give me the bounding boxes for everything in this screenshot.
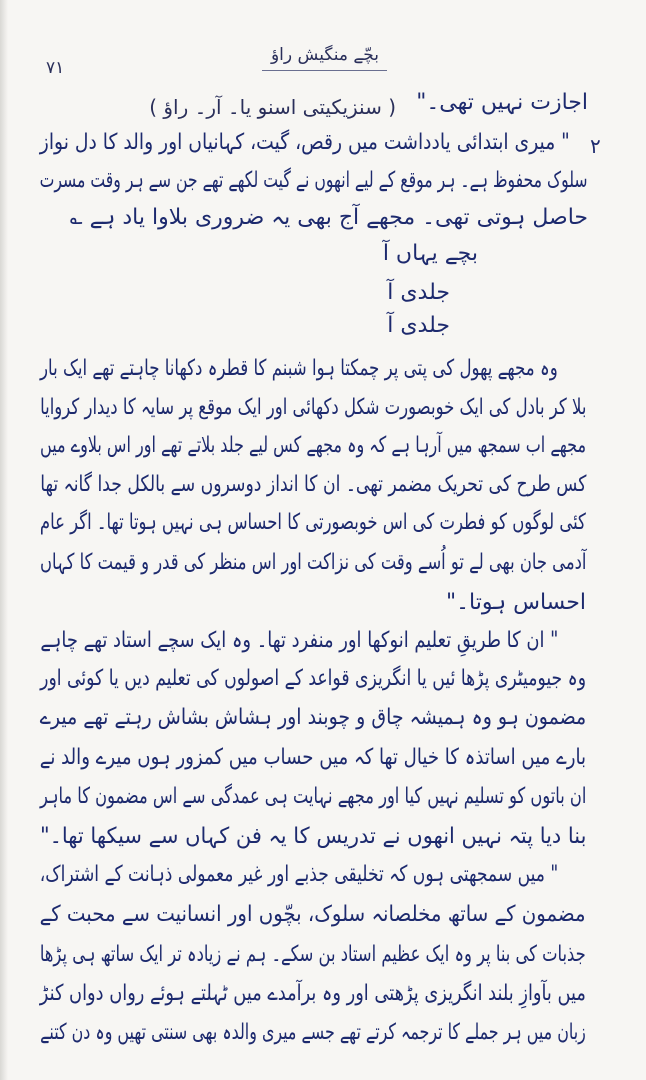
text-line-10: بلا کر بادل کی ایک خوبصورت شکل دکھائی اور ایک موقع پر سایہ کا دیدار کروایا bbox=[39, 395, 586, 420]
text-line-13: کئی لوگوں کو فطرت کی اس خوبصورتی کا احساس ہی نہیں ہوتا تھا۔ اگر عام bbox=[40, 510, 586, 535]
text-line-5: حاصل ہوتی تھی۔ مجھے آج بھی یہ ضروری بلاوا یاد ہے ؎ bbox=[69, 205, 588, 230]
text-line-4: سلوک محفوظ ہے۔ ہر موقع کے لیے انھوں نے گیت لکھے تھے جن سے ہر وقت مسرت bbox=[40, 168, 588, 193]
text-line-26: زبان میں ہر جملے کا ترجمہ کرتے تھے جسے میری والدہ بھی سنتی تھیں وہ دن کتنے bbox=[40, 1020, 586, 1045]
text-line-12: کس طرح کی تحریک مضمر تھی۔ ان کا انداز دوسروں سے بالکل جدا گانہ تھا bbox=[39, 472, 586, 497]
page-binding-shadow bbox=[0, 0, 8, 1080]
text-line-11: مجھے اب سمجھ میں آرہا ہے کہ وہ مجھے کس لیے جلد بلاتے تھے اور اس بلاوے میں bbox=[39, 433, 586, 458]
text-line-24: جذبات کی بنا پر وہ ایک عظیم استاد بن سکے۔ ہم نے زیادہ تر ایک ساتھ ہی پڑھا bbox=[40, 942, 586, 967]
text-line-17: وہ جیومیٹری پڑھا ئیں یا انگریزی قواعد کے اصولوں کی تعلیم دیں یا کوئی اور bbox=[40, 666, 586, 691]
text-line-16: " ان کا طریقِ تعلیم انوکھا اور منفرد تھا۔ وہ ایک سچے استاد تھے چاہے bbox=[39, 628, 558, 653]
text-line-19: بارے میں اساتذہ کا خیال تھا کہ میں حساب میں کمزور ہوں میرے والد نے bbox=[39, 745, 586, 770]
text-line-1: اجازت نہیں تھی۔" bbox=[416, 90, 588, 115]
text-line-22: " میں سمجھتی ہوں کہ تخلیقی جذبے اور غیر معمولی ذہانت کے اشتراک، bbox=[39, 862, 558, 887]
text-line-15: احساس ہوتا۔" bbox=[446, 590, 586, 615]
text-line-20: ان باتوں کو تسلیم نہیں کیا اور مجھے نہایت ہی عمدگی سے اس مضمون کا ماہر bbox=[39, 784, 586, 809]
text-line-9: وہ مجھے پھول کی پتی پر چمکتا ہوا شبنم کا قطرہ دکھانا چاہتے تھے ایک بار bbox=[40, 356, 558, 381]
header-underline bbox=[262, 70, 387, 71]
text-line-18: مضمون ہو وہ ہمیشہ چاق و چوبند اور ہشاش بشاش رہتے تھے میرے bbox=[39, 705, 586, 730]
paragraph-number: ۲ bbox=[590, 134, 601, 158]
verse-line-3: جلدی آ bbox=[387, 313, 450, 338]
text-line-3: " میری ابتدائی یادداشت میں رقص، گیت، کہانیاں اور والد کا دل نواز bbox=[40, 130, 570, 155]
running-header: بچّے منگیش راؤ bbox=[270, 45, 380, 65]
text-line-23: مضمون کے ساتھ مخلصانہ سلوک، بچّوں اور انسانیت سے محبت کے bbox=[40, 902, 586, 927]
text-line-21: بنا دیا پتہ نہیں انھوں نے تدریس کا یہ فن کہاں سے سیکھا تھا۔" bbox=[39, 824, 586, 849]
text-line-25: میں بآوازِ بلند انگریزی پڑھتی اور وہ برآمدے میں ٹہلتے ہوئے رواں دواں کنڑ bbox=[39, 981, 586, 1006]
attribution-note: ( سنزیکیتی اسنو یا۔ آر۔ راؤ ) bbox=[149, 95, 396, 119]
verse-line-1: بچے یہاں آ bbox=[382, 241, 478, 266]
page-number: ۷۱ bbox=[46, 58, 65, 78]
verse-line-2: جلدی آ bbox=[387, 280, 450, 305]
text-line-14: آدمی جان بھی لے تو اُسے وقت کی نزاکت اور اس منظر کی قدر و قیمت کا کہاں bbox=[39, 550, 586, 575]
